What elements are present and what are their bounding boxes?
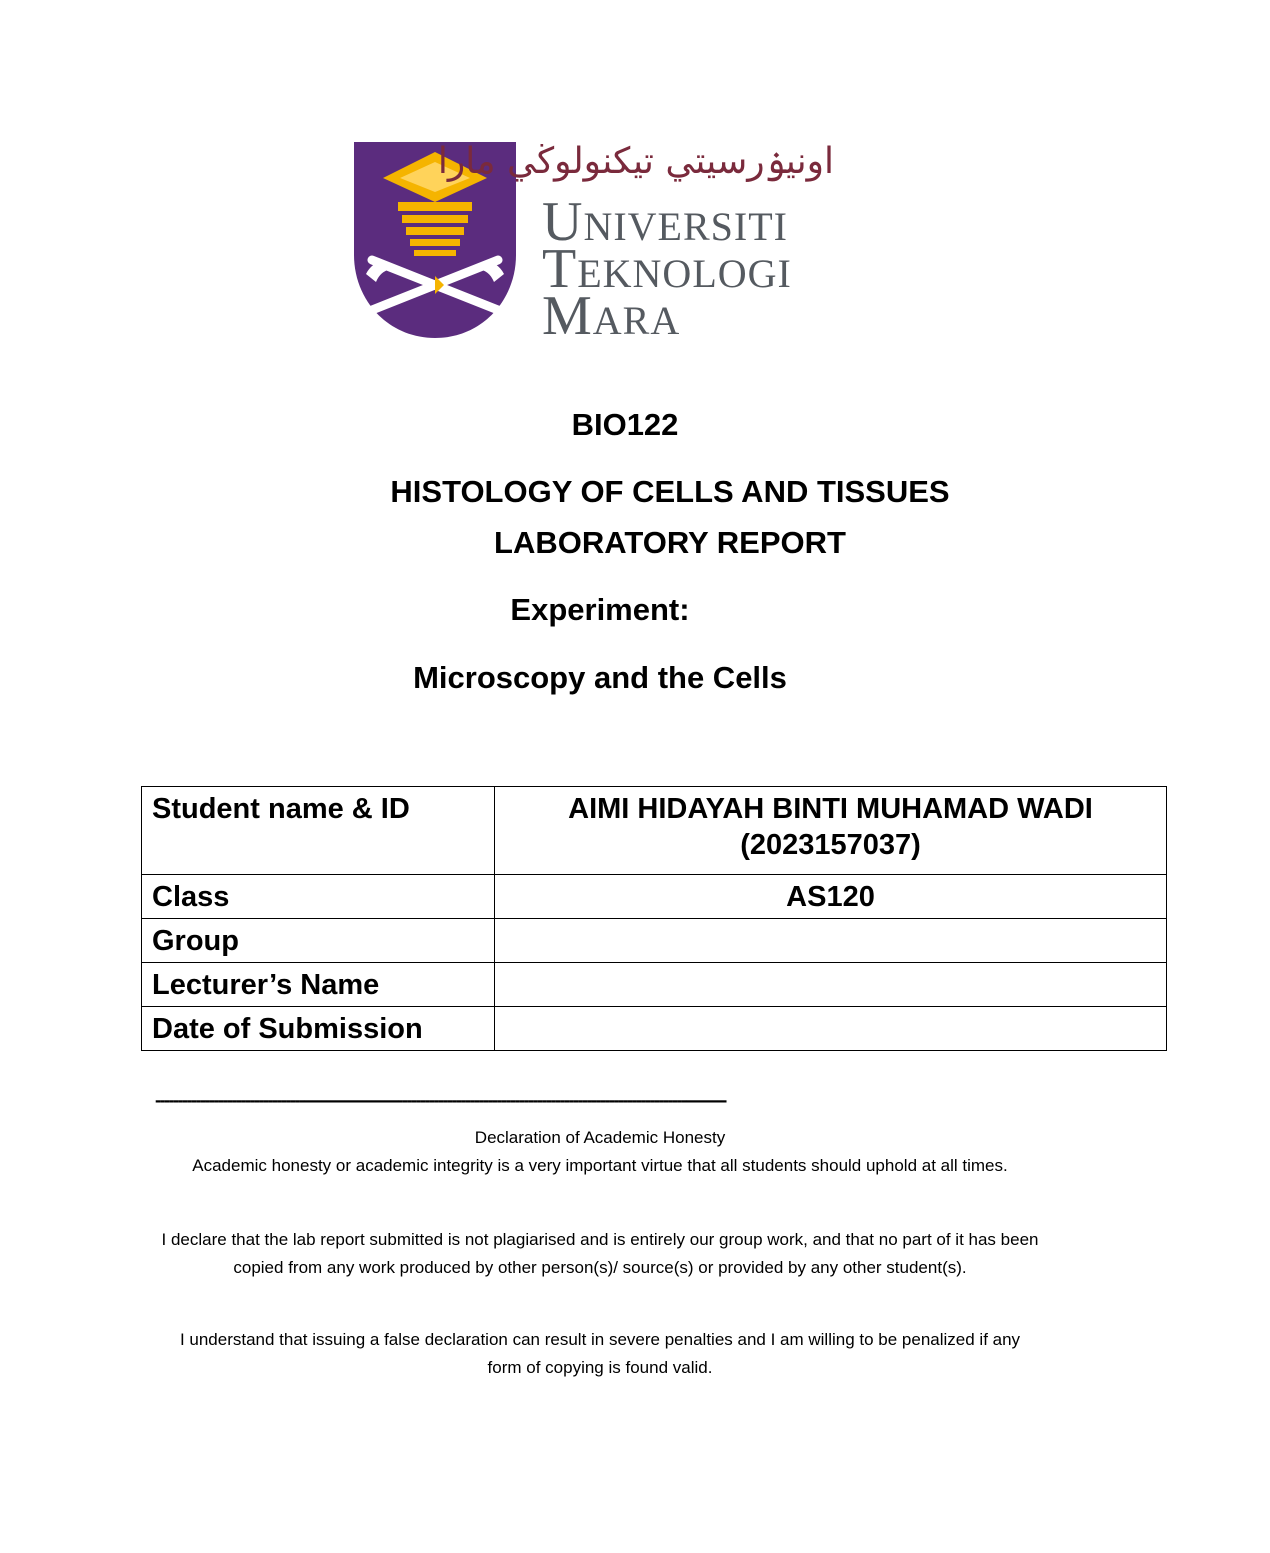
- table-row: [142, 1007, 1167, 1051]
- declaration-heading: Declaration of Academic Honesty: [474, 1128, 726, 1147]
- student-info-table: [141, 786, 1167, 1051]
- table-row: [142, 963, 1167, 1007]
- experiment-title: Microscopy and the Cells: [413, 660, 787, 695]
- declaration-paragraph-1: Academic honesty or academic integrity is a very important virtue that all students should uphold at all times.: [192, 1156, 1008, 1175]
- student-name-value: AIMI HIDAYAH BINTI MUHAMAD WADI (2023157037): [495, 787, 1167, 875]
- group-value: [495, 919, 1167, 963]
- table-row: [142, 787, 1167, 875]
- report-type: LABORATORY REPORT: [494, 525, 846, 560]
- course-title: HISTOLOGY OF CELLS AND TISSUES: [390, 474, 950, 509]
- table-row: [142, 875, 1167, 919]
- table-row: [142, 919, 1167, 963]
- lecturer-name-label: Lecturer’s Name: [142, 963, 495, 1007]
- university-logo: [352, 140, 842, 347]
- submission-date-value: [495, 1007, 1167, 1051]
- logo-jawi-text: اونيۏرسيتي تيكنولوڬي مارا: [437, 141, 834, 182]
- separator-line: -------------------------------------------------------------------------------------------------------------------------------: [155, 1090, 726, 1110]
- course-code: BIO122: [571, 407, 679, 442]
- logo-name-line2: TEKNOLOGI: [542, 238, 792, 300]
- student-name-label: Student name & ID: [142, 787, 495, 875]
- logo-name-line3: MARA: [542, 285, 681, 347]
- declaration-paragraph-2: I declare that the lab report submitted is not plagiarised and is entirely our group work, and that no part of it has been copied from any work produced by other person(s)/ source(s) or provided by any other student(s).: [161, 1230, 1039, 1277]
- submission-date-label: Date of Submission: [142, 1007, 495, 1051]
- class-value: AS120: [495, 875, 1167, 919]
- class-label: Class: [142, 875, 495, 919]
- logo-name-line1: UNIVERSITI: [542, 191, 788, 253]
- declaration-paragraph-3: I understand that issuing a false declaration can result in severe penalties and I am willing to be penalized if any form of copying is found valid.: [179, 1330, 1021, 1377]
- experiment-label: Experiment:: [510, 592, 690, 627]
- group-label: Group: [142, 919, 495, 963]
- lecturer-name-value: [495, 963, 1167, 1007]
